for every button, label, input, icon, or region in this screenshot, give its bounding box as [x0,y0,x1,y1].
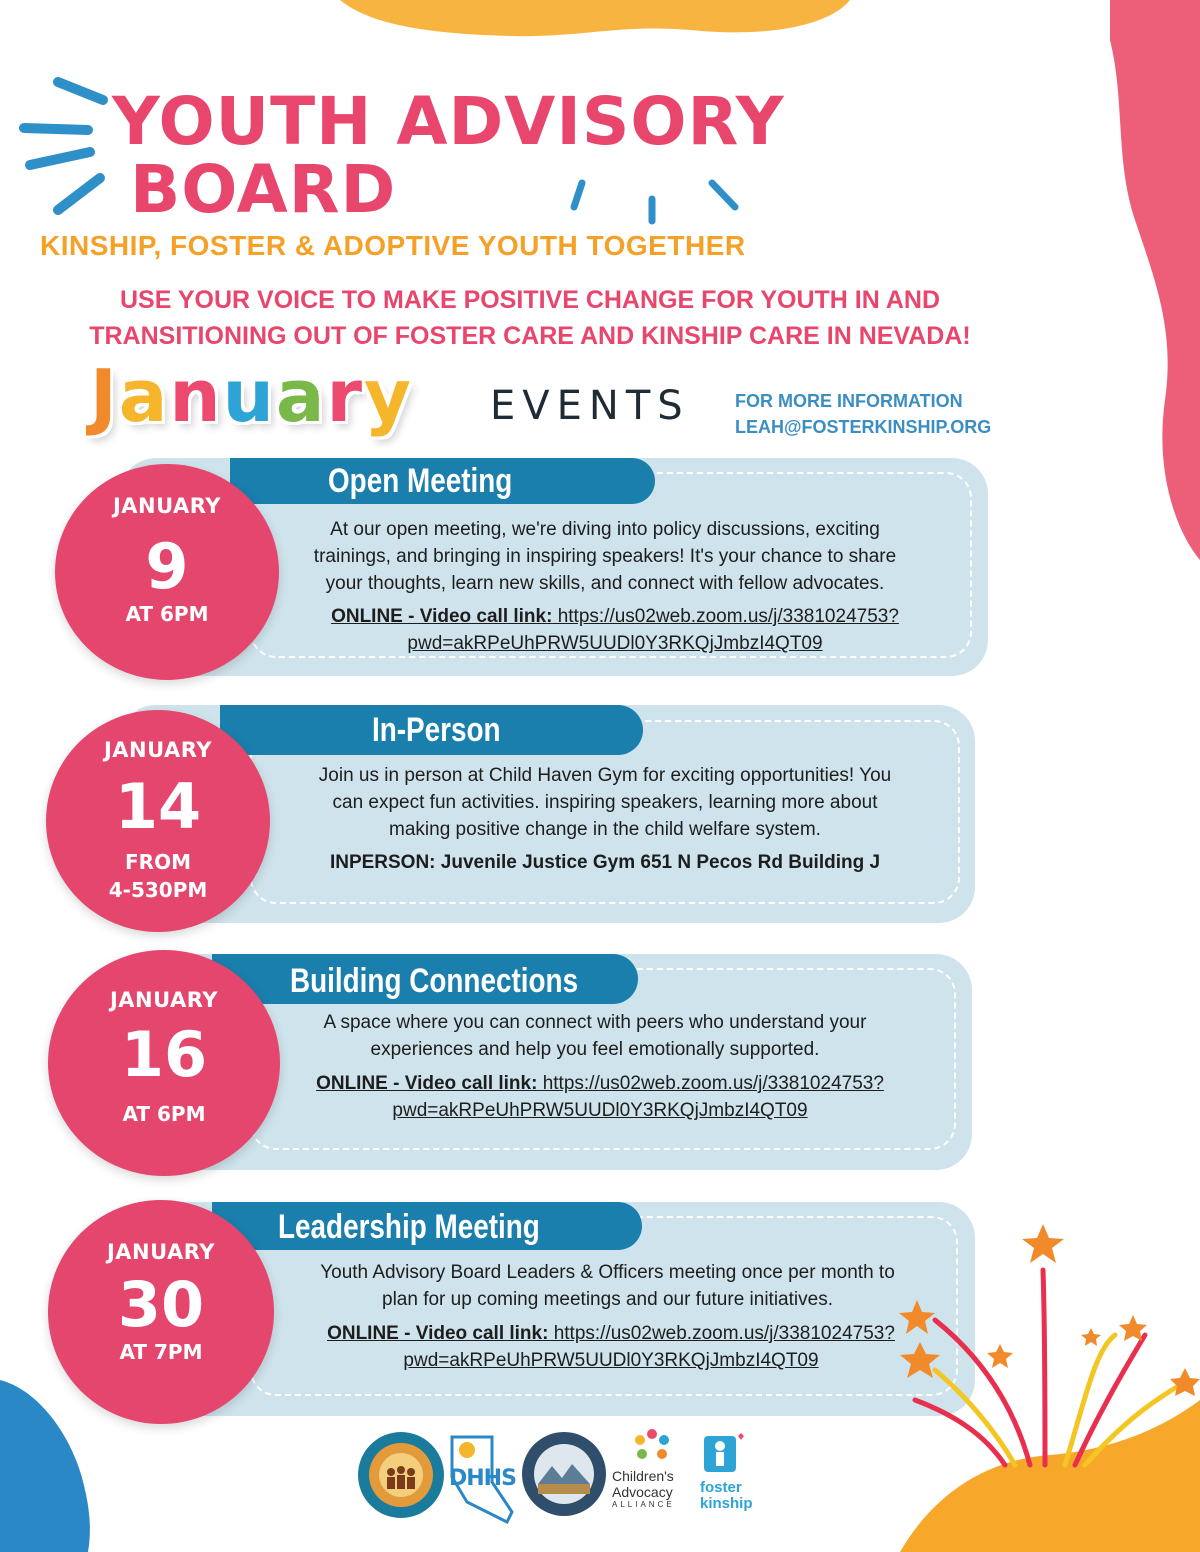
top-orange-blob [340,0,850,40]
contact-info [735,388,991,440]
tagline [10,282,1050,354]
date-day: 16 [120,1018,208,1091]
right-pink-blob [1095,0,1200,560]
clark-county-text [356,1468,446,1469]
date-day: 9 [145,530,189,603]
link-label: ONLINE - Video call link: [316,1073,538,1094]
desc-line: At our open meeting, we're diving into policy discussions, exciting [330,519,880,540]
link-url-part1[interactable]: https://us02web.zoom.us/j/3381024753? [552,606,899,627]
event-title: Building Connections [290,962,579,1000]
event-title-tab [212,1202,642,1250]
contact-email[interactable]: LEAH@FOSTERKINSHIP.ORG [735,417,992,437]
date-badge [46,710,270,932]
desc-line: trainings, and bringing in inspiring speakers! It's your chance to share [313,546,897,567]
month-letter: J [90,354,119,438]
date-time: AT 6PM [125,602,209,626]
date-time-2: 4-530PM [108,878,208,902]
clark-county-seal-icon [356,1430,446,1520]
date-time: AT 7PM [119,1340,203,1364]
desc-line: Join us in person at Child Haven Gym for exciting opportunities! You [318,765,892,786]
subtitle: KINSHIP, FOSTER & ADOPTIVE YOUTH TOGETHER [40,230,746,261]
event-title-tab [230,458,655,504]
desc-line: A space where you can connect with peers who understand your [323,1012,867,1033]
events-label: EVENTS [490,383,690,429]
contact-line1: FOR MORE INFORMATION [735,391,963,411]
video-call-link[interactable] [270,1070,930,1124]
cac-line3: ALLIANCE [612,1500,675,1509]
people-circle-icon [612,1428,692,1464]
page-title [112,83,785,228]
state-seal-icon [520,1430,608,1518]
desc-line: plan for up coming meetings and our future initiatives. [382,1289,833,1310]
foster-kinship-logo [700,1432,764,1522]
date-badge [48,950,280,1176]
desc-line: experiences and help you feel emotionally supported. [370,1039,820,1060]
fk-line1: foster [700,1479,742,1496]
desc-line: can expect fun activities. inspiring speakers, learning more about [332,792,878,813]
link-url-part2[interactable]: pwd=akRPeUhPRW5UUDl0Y3RKQjJmbzI4QT09 [403,1350,819,1371]
month-letter: u [222,354,276,438]
link-url-part1[interactable]: https://us02web.zoom.us/j/3381024753? [548,1323,895,1344]
tagline-line1: USE YOUR VOICE TO MAKE POSITIVE CHANGE FOR YOUTH IN AND [119,286,940,314]
date-badge [48,1200,274,1424]
month-letter: a [118,354,170,438]
nevada-seal-logo [520,1430,608,1518]
dhhs-logo [447,1432,517,1524]
child-figure-icon [700,1432,744,1476]
video-call-link[interactable] [285,603,945,657]
link-url-part2[interactable]: pwd=akRPeUhPRW5UUDl0Y3RKQjJmbzI4QT09 [407,633,823,654]
date-time: AT 6PM [122,1102,206,1126]
left-burst-icon [18,70,118,230]
cac-line2: Advocacy [612,1484,673,1500]
title-line2: BOARD [130,151,397,228]
bottom-left-blue-blob [0,1380,95,1552]
link-label: ONLINE - Video call link: [331,606,553,627]
fireworks-icon [895,1220,1200,1470]
desc-line: making positive change in the child welfare system. [389,819,821,840]
link-url-part2[interactable]: pwd=akRPeUhPRW5UUDl0Y3RKQjJmbzI4QT09 [392,1100,808,1121]
date-time: FROM [125,850,191,874]
dhhs-text: DHHS [449,1466,516,1491]
date-month: JANUARY [109,988,219,1012]
event-title: Open Meeting [328,462,513,500]
title-line1: YOUTH ADVISORY [112,83,785,160]
childrens-advocacy-alliance-logo [612,1428,692,1528]
date-month: JANUARY [103,738,213,762]
month-letter: r [326,354,365,438]
month-letter: n [169,354,223,438]
event-location: INPERSON: Juvenile Justice Gym 651 N Pecos Rd Building J [329,852,881,873]
tagline-line2: TRANSITIONING OUT OF FOSTER CARE AND KINSHIP CARE IN NEVADA! [89,322,971,350]
link-url-part1[interactable]: https://us02web.zoom.us/j/3381024753? [537,1073,884,1094]
date-day: 14 [114,770,202,843]
fk-line2: kinship [700,1495,753,1512]
month-letter: y [364,354,413,438]
date-day: 30 [117,1268,205,1341]
clark-county-logo [356,1430,446,1520]
date-month: JANUARY [112,494,222,518]
event-title: Leadership Meeting [278,1208,540,1246]
video-call-link[interactable] [276,1320,946,1374]
cac-line1: Children's [612,1468,674,1484]
event-title-tab [220,705,643,755]
month-letter: a [275,354,327,438]
event-title: In-Person [372,711,501,749]
month-banner [90,354,413,438]
event-description [270,1009,920,1063]
desc-line: your thoughts, learn new skills, and connect with fellow advocates. [325,573,885,594]
desc-line: Youth Advisory Board Leaders & Officers meeting once per month to [320,1262,895,1283]
event-description [285,516,925,597]
seal-text [520,1470,608,1471]
date-month: JANUARY [106,1240,216,1264]
date-badge [55,464,279,680]
event-description [280,762,930,843]
link-label: ONLINE - Video call link: [327,1323,549,1344]
event-description [280,1259,935,1313]
